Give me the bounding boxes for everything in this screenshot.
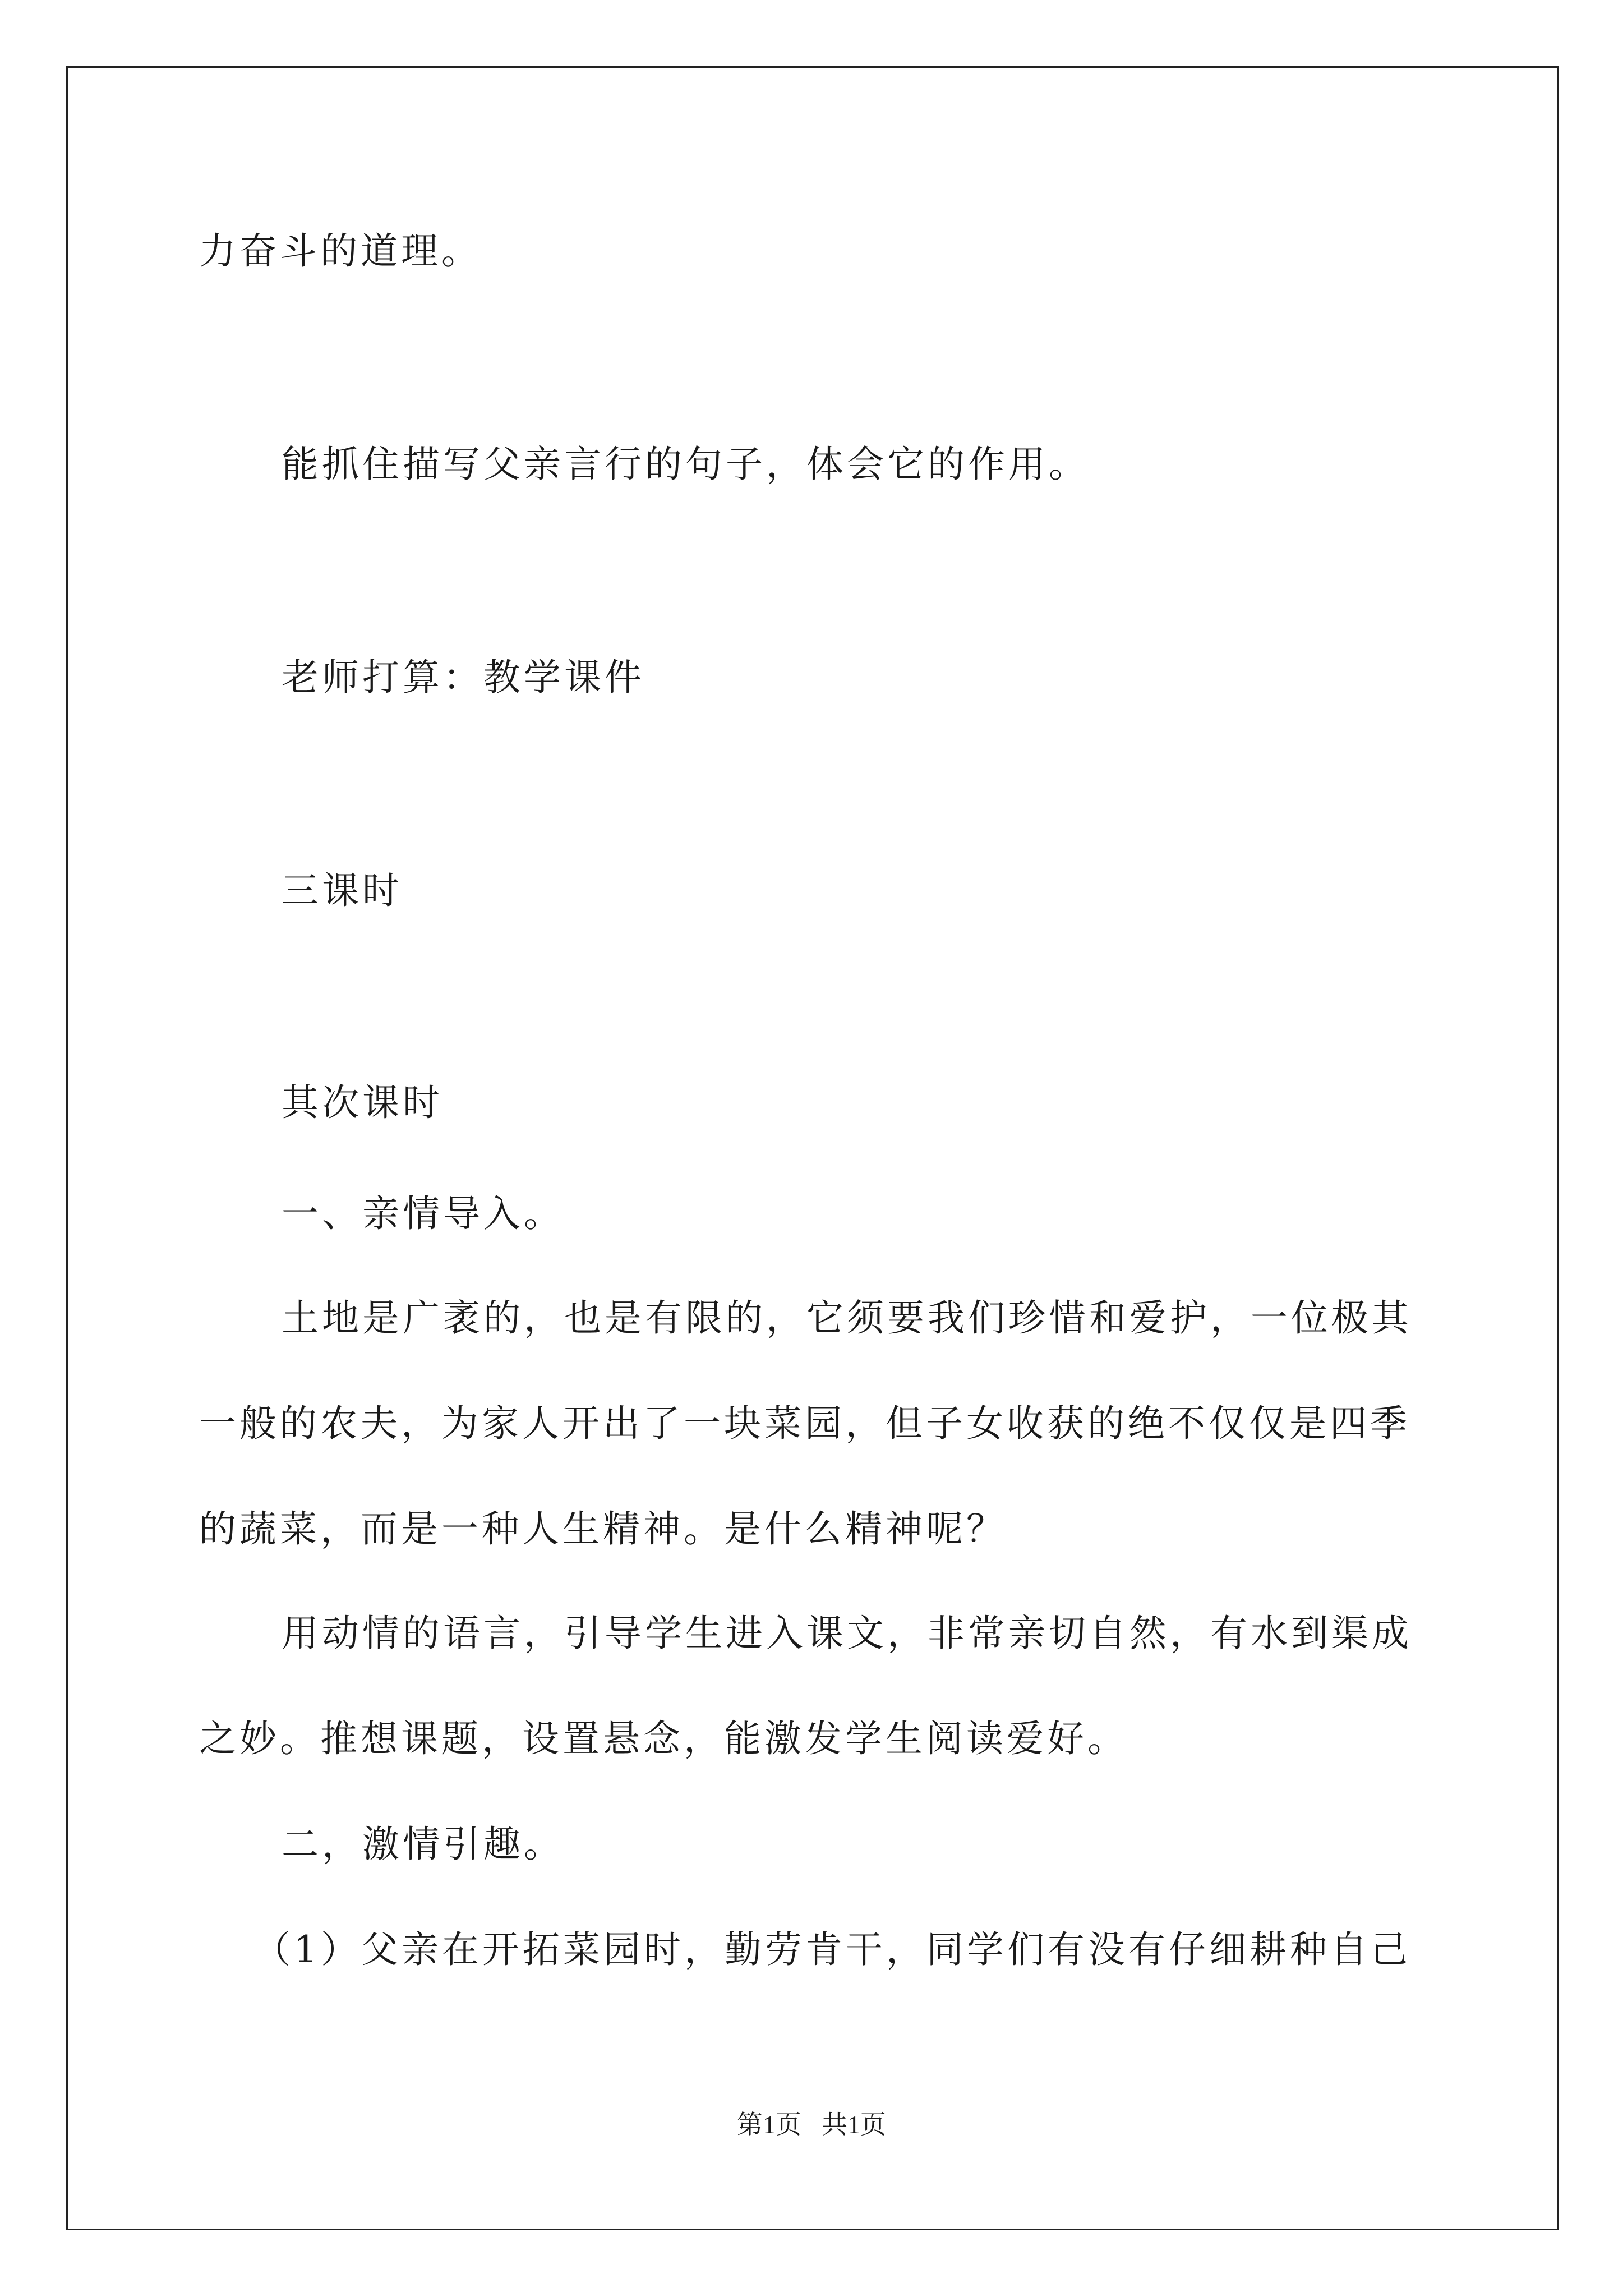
text-line: 能抓住描写父亲言行的句子，体会它的作用。 xyxy=(282,443,1089,486)
text-line: 一般的农夫，为家人开出了一块菜园，但子女收获的绝不仅仅是四季 xyxy=(199,1402,1410,1445)
text-line: 的蔬菜，而是一种人生精神。是什么精神呢？ xyxy=(199,1507,1007,1550)
text-line: 老师打算：教学课件 xyxy=(282,656,645,699)
section-heading: 二，激情引趣。 xyxy=(282,1823,564,1866)
section-heading: 一、亲情导入。 xyxy=(282,1192,564,1235)
page-total: 共1页 xyxy=(822,2110,886,2139)
section-heading: 三课时 xyxy=(282,869,403,912)
page-footer xyxy=(0,2109,1623,2141)
page-border xyxy=(66,66,1559,2230)
text-line: 土地是广袤的，也是有限的，它须要我们珍惜和爱护，一位极其 xyxy=(282,1296,1412,1340)
text-line: 用动情的语言，引导学生进入课文，非常亲切自然，有水到渠成 xyxy=(282,1612,1412,1655)
text-line: （1）父亲在开拓菜园时，勤劳肯干，同学们有没有仔细耕种自己 xyxy=(253,1928,1411,1971)
page-number: 第1页 xyxy=(737,2110,801,2139)
text-line: 力奋斗的道理。 xyxy=(199,229,482,273)
section-heading: 其次课时 xyxy=(282,1081,443,1124)
text-line: 之妙。推想课题，设置悬念，能激发学生阅读爱好。 xyxy=(199,1717,1128,1760)
